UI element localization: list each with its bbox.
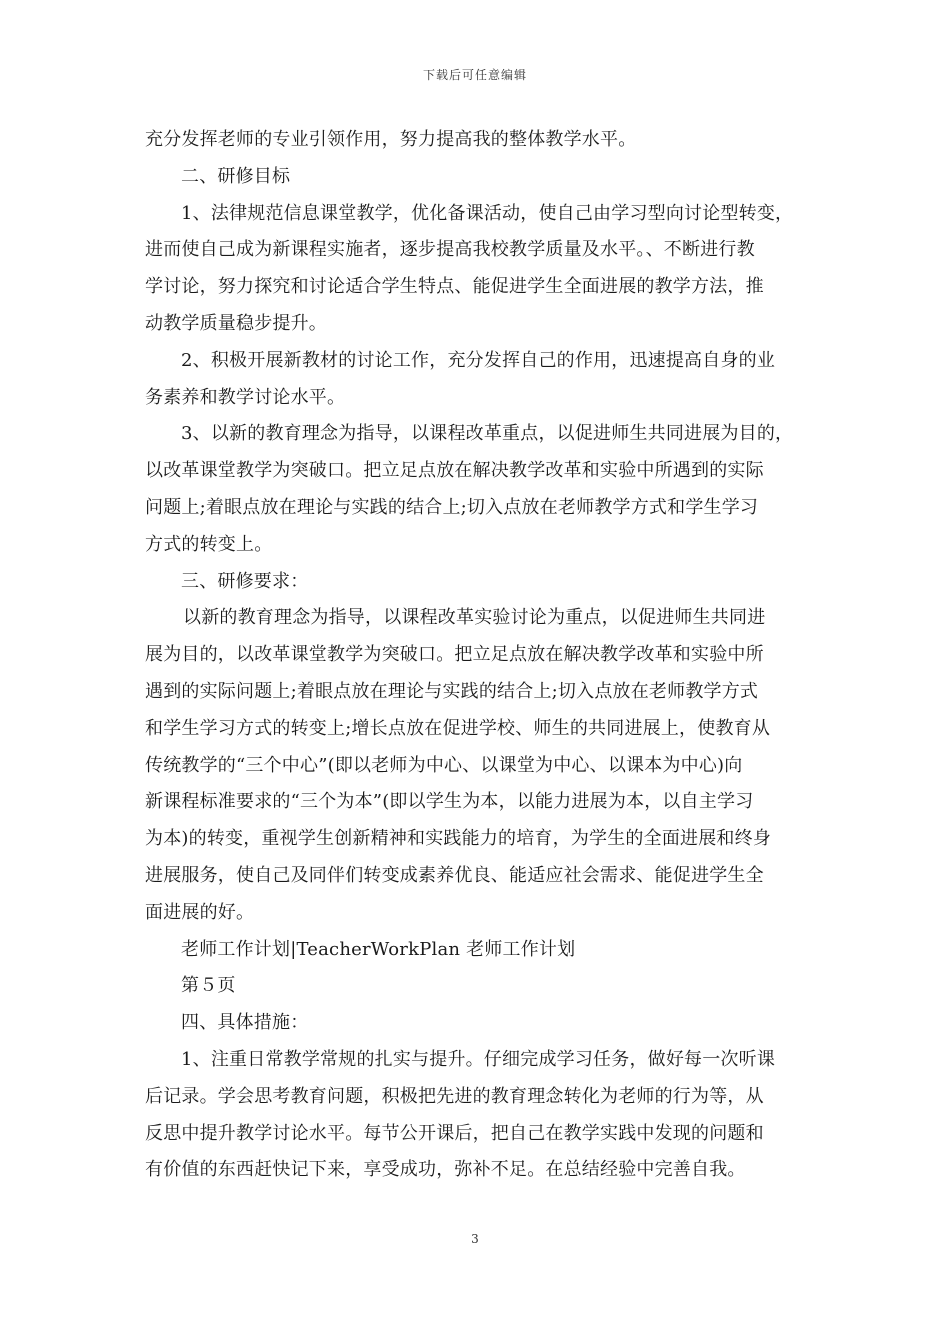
document-body (145, 122, 815, 1189)
body-line: 以新的教育理念为指导，以课程改革实验讨论为重点，以促进师生共同进 (183, 607, 766, 629)
body-line: 面进展的好。 (145, 901, 255, 923)
section-heading: 二、研修目标 (181, 165, 291, 187)
section-heading: 四、具体措施： (181, 1012, 309, 1034)
body-line: 进展服务，使自己及同伴们转变成素养优良、能适应社会需求、能促进学生全 (145, 864, 764, 886)
body-line: 新课程标准要求的“三个为本”(即以学生为本，以能力进展为本，以自主学习 (145, 791, 754, 813)
body-line: 1、法律规范信息课堂教学，优化备课活动，使自己由学习型向讨论型转变， (181, 202, 794, 224)
body-line: 和学生学习方式的转变上;增长点放在促进学校、师生的共同进展上，使教育从 (145, 717, 771, 739)
body-line: 反思中提升教学讨论水平。每节公开课后，把自己在教学实践中发现的问题和 (145, 1122, 764, 1144)
body-line: 为本)的转变，重视学生创新精神和实践能力的培育，为学生的全面进展和终身 (145, 828, 772, 850)
section-heading: 三、研修要求： (181, 570, 309, 592)
body-line: 2、积极开展新教材的讨论工作，充分发挥自己的作用，迅速提高自身的业 (181, 349, 776, 371)
body-line: 3、以新的教育理念为指导，以课程改革重点，以促进师生共同进展为目的， (181, 423, 794, 445)
page-header: 下载后可任意编辑 (422, 68, 527, 82)
body-line: 问题上;着眼点放在理论与实践的结合上;切入点放在老师教学方式和学生学习 (145, 496, 759, 518)
body-line: 学讨论，努力探究和讨论适合学生特点、能促进学生全面进展的教学方法，推 (145, 276, 764, 298)
page-number: 3 (471, 1232, 479, 1246)
body-line: 动教学质量稳步提升。 (145, 312, 327, 334)
body-line: 老师工作计划|TeacherWorkPlan 老师工作计划 (181, 938, 576, 960)
body-line: 务素养和教学讨论水平。 (145, 386, 346, 408)
body-line: 以改革课堂教学为突破口。把立足点放在解决教学改革和实验中所遇到的实际 (145, 460, 764, 482)
body-line: 1、注重日常教学常规的扎实与提升。仔细完成学习任务，做好每一次听课 (181, 1048, 776, 1070)
body-line: 有价值的东西赶快记下来，享受成功，弥补不足。在总结经验中完善自我。 (145, 1159, 746, 1181)
body-line: 遇到的实际问题上;着眼点放在理论与实践的结合上;切入点放在老师教学方式 (145, 680, 759, 702)
body-line: 方式的转变上。 (145, 533, 273, 555)
body-line: 展为目的，以改革课堂教学为突破口。把立足点放在解决教学改革和实验中所 (145, 644, 764, 666)
body-line: 后记录。学会思考教育问题，积极把先进的教育理念转化为老师的行为等，从 (145, 1085, 764, 1107)
inline-page-label: 第５页 (181, 975, 236, 997)
body-line: 进而使自己成为新课程实施者，逐步提高我校教学质量及水平。、不断进行教 (145, 239, 755, 261)
body-line: 传统教学的“三个中心”(即以老师为中心、以课堂为中心、以课本为中心)向 (145, 754, 743, 776)
body-line: 充分发挥老师的专业引领作用，努力提高我的整体教学水平。 (145, 129, 637, 150)
